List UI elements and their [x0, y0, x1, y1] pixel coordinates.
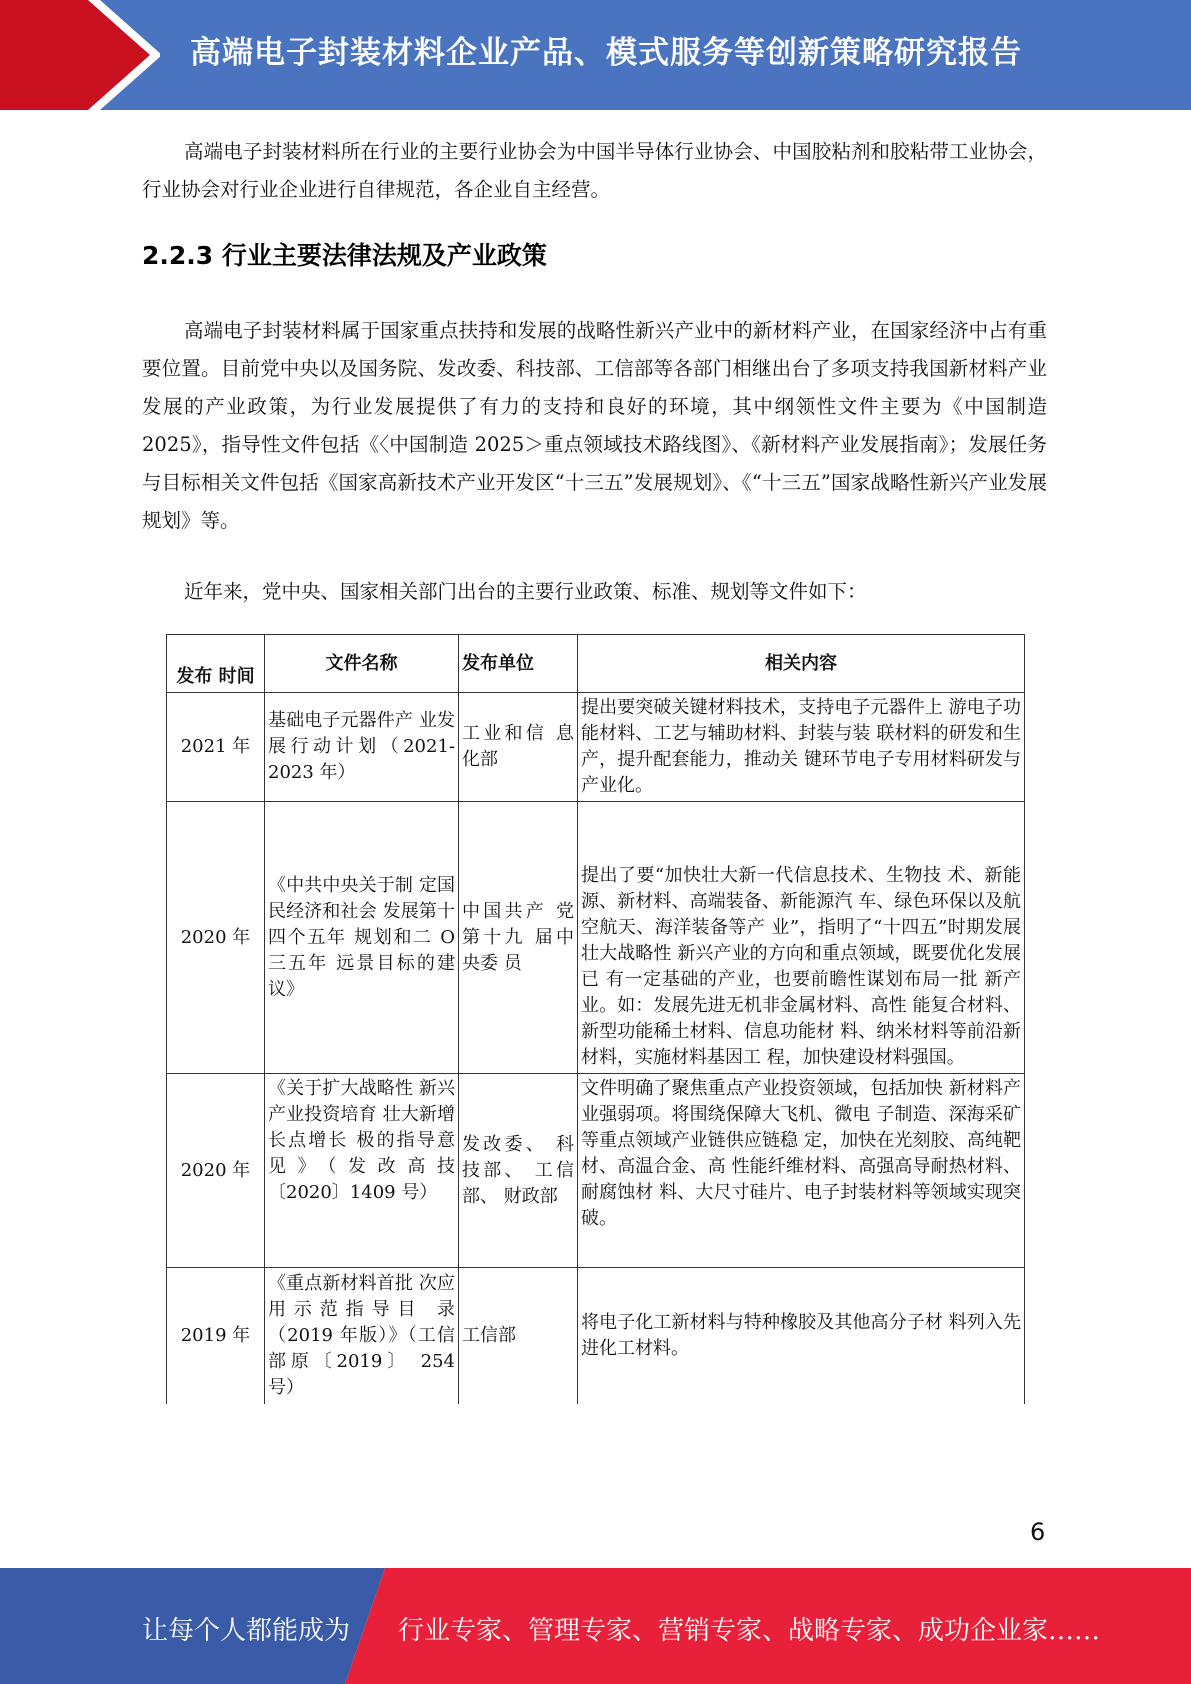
table-row	[167, 1268, 1025, 1404]
page-number: 6	[1030, 1518, 1046, 1546]
row-issuer: 工信部	[459, 1268, 578, 1404]
row-issuer: 工业和信 息化部	[459, 693, 578, 802]
row-year: 2020 年	[167, 802, 265, 1074]
header-time: 发布 时间	[167, 635, 265, 693]
row-name: 《中共中央关于制 定国民经济和社会 发展第十四个五年 规划和二 O 三五年 远景目标的建议》	[265, 802, 459, 1074]
row-content: 提出要突破关键材料技术，支持电子元器件上 游电子功能材料、工艺与辅助材料、封装与装 联材料的研发和生产，提升配套能力，推动关 键环节电子专用材料研发与产业化。	[578, 693, 1025, 802]
page-header	[0, 0, 1191, 110]
row-year: 2020 年	[167, 1074, 265, 1268]
policy-paragraph: 高端电子封装材料属于国家重点扶持和发展的战略性新兴产业中的新材料产业，在国家经济中占有重要位置。目前党中央以及国务院、发改委、科技部、工信部等各部门相继出台了多项支持我国新材料产业发展的产业政策，为行业发展提供了有力的支持和良好的环境，其中纲领性文件主要为《中国制造 2025》，指导性文件包括《〈中国制造 2025＞重点领域技术路线图》、《新材料产业发展指南》；发展任务与目标相关文件包括《国家高新技术产业开发区“十三五”发展规划》、《“十三五”国家战略性新兴产业发展规划》等。	[142, 319, 1047, 532]
table-row	[167, 1074, 1025, 1268]
footer-slogan-right: 行业专家、管理专家、营销专家、战略专家、成功企业家……	[398, 1616, 1101, 1646]
section-heading: 2.2.3 行业主要法律法规及产业政策	[142, 241, 547, 270]
row-name: 《重点新材料首批 次应用示范指导目 录（2019 年版）》（工信部原〔2019〕 254 号）	[265, 1268, 459, 1404]
header-chevron-icon	[0, 0, 160, 110]
row-year: 2019 年	[167, 1268, 265, 1404]
table-header-row	[167, 635, 1025, 693]
table-row	[167, 693, 1025, 802]
page-footer	[0, 1568, 1191, 1684]
footer-slogan-left: 让每个人都能成为	[142, 1616, 351, 1646]
row-name: 基础电子元器件产 业发展行动计划（2021-2023 年）	[265, 693, 459, 802]
policy-table	[166, 634, 1025, 1404]
row-issuer: 发改委、 科技部、 工信部、 财政部	[459, 1074, 578, 1268]
row-content: 提出了要“加快壮大新一代信息技术、生物技 术、新能源、新材料、高端装备、新能源汽 车、绿色环保以及航空航天、海洋装备等产 业”，指明了“十四五”时期发展壮大战略性 新兴产业的方向和重点领域，既要优化发展已 有一定基础的产业，也要前瞻性谋划布局一批 新产业。如：发展先进无机非金属材料、高性 能复合材料、新型功能稀土材料、信息功能材 料、纳米材料等前沿新材料，实施材料基因工 程，加快建设材料强国。	[578, 802, 1025, 1074]
row-content: 将电子化工新材料与特种橡胶及其他高分子材 料列入先进化工材料。	[578, 1268, 1025, 1404]
header-name: 文件名称	[265, 635, 459, 693]
table-intro: 近年来，党中央、国家相关部门出台的主要行业政策、标准、规划等文件如下：	[184, 580, 867, 603]
header-content: 相关内容	[578, 635, 1025, 693]
report-title: 高端电子封装材料企业产品、模式服务等创新策略研究报告	[190, 35, 1022, 71]
intro-paragraph: 高端电子封装材料所在行业的主要行业协会为中国半导体行业协会、中国胶粘剂和胶粘带工业协会，行业协会对行业企业进行自律规范，各企业自主经营。	[142, 140, 1047, 201]
row-name: 《关于扩大战略性 新兴产业投资培育 壮大新增长点增长 极的指导意见》（发改高技〔2020〕1409 号）	[265, 1074, 459, 1268]
header-issuer: 发布单位	[459, 635, 578, 693]
row-year: 2021 年	[167, 693, 265, 802]
row-issuer: 中国共产 党第十九 届中央委 员	[459, 802, 578, 1074]
table-row	[167, 802, 1025, 1074]
row-content: 文件明确了聚焦重点产业投资领域，包括加快 新材料产业强弱项。将围绕保障大飞机、微电 子制造、深海采矿等重点领域产业链供应链稳 定，加快在光刻胶、高纯靶材、高温合金、高 性能纤维材料、高强高导耐热材料、耐腐蚀材 料、大尺寸硅片、电子封装材料等领域实现突 破。	[578, 1074, 1025, 1268]
